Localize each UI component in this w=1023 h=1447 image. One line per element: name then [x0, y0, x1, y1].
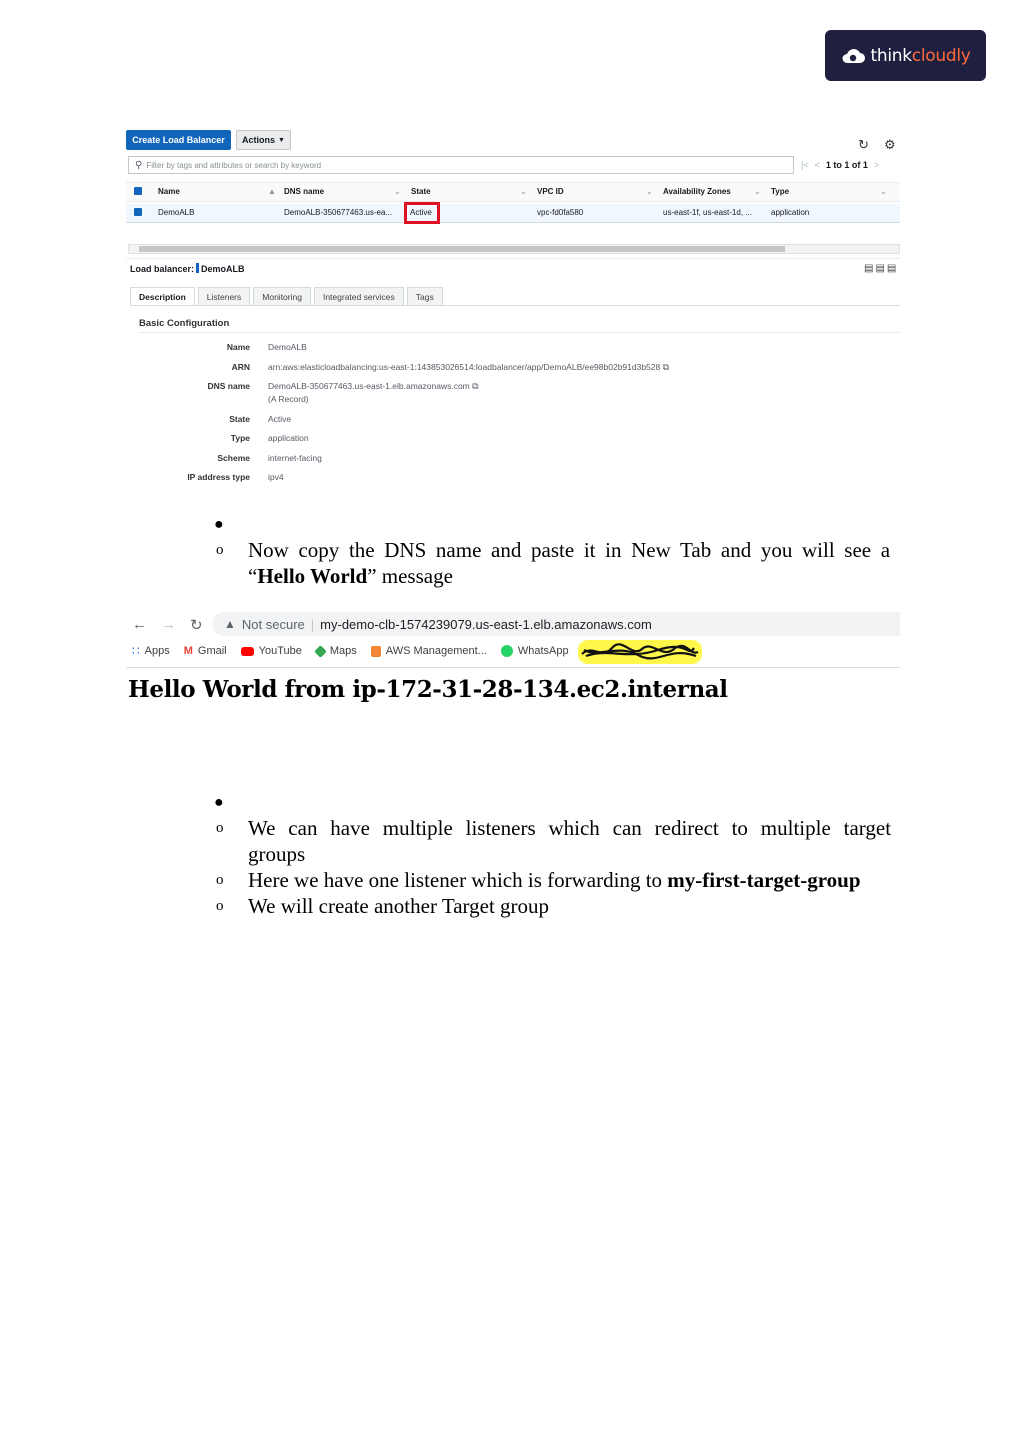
gear-icon[interactable]: ⚙	[884, 137, 896, 152]
cell-vpc: vpc-fd0fa580	[537, 208, 584, 217]
reload-icon[interactable]: ↻	[190, 617, 203, 634]
detail-key-type: Type	[230, 433, 250, 443]
bookmark-apps[interactable]	[132, 644, 170, 658]
gmail-icon: M	[183, 645, 193, 657]
filter-placeholder: Filter by tags and attributes or search by keyword	[146, 160, 322, 170]
detail-key-arn: ARN	[231, 362, 250, 372]
bookmark-label: WhatsApp	[517, 645, 569, 657]
step-1-line-1: Now copy the DNS name and paste it in New Tab and you will see a	[248, 538, 891, 562]
create-load-balancer-button[interactable]: Create Load Balancer	[126, 130, 231, 150]
logo-text-cloudly: cloudly	[911, 45, 971, 66]
detail-key-ip-type: IP address type	[187, 472, 250, 482]
bullet-icon: ●	[214, 794, 224, 811]
cell-name: DemoALB	[158, 208, 195, 217]
back-icon[interactable]: ←	[132, 616, 147, 633]
message-text: ” message	[367, 564, 453, 588]
col-dns[interactable]: DNS name	[284, 187, 325, 196]
bookmark-label: Gmail	[197, 645, 227, 657]
panel-layout-icons[interactable]: ▤▤▤	[864, 263, 899, 274]
col-state[interactable]: State	[411, 187, 431, 196]
cell-state: Active	[410, 208, 432, 217]
next-page-icon[interactable]: >	[873, 160, 880, 170]
bookmark-whatsapp[interactable]	[501, 645, 569, 657]
circle-bullet-icon: o	[216, 872, 224, 888]
whatsapp-icon	[501, 645, 513, 657]
bookmark-maps[interactable]	[316, 645, 357, 657]
chevron-down-icon: ▼	[278, 136, 285, 144]
refresh-icon[interactable]: ↻	[858, 137, 869, 152]
url-text: my-demo-clb-1574239079.us-east-1.elb.amazonaws.com	[320, 616, 652, 632]
tab-monitoring[interactable]: Monitoring	[253, 287, 311, 306]
bookmark-label: YouTube	[258, 645, 302, 657]
detail-value-dns-record: (A Record)	[268, 394, 309, 404]
cell-type: application	[771, 208, 810, 217]
forward-icon[interactable]: →	[161, 616, 176, 633]
target-group-bold: my-first-target-group	[667, 868, 861, 892]
step-2-text	[0, 780, 1023, 940]
bookmark-label: Apps	[144, 645, 170, 657]
aws-cube-icon	[371, 646, 381, 657]
bookmark-label: Maps	[329, 645, 357, 657]
detail-key-name: Name	[226, 342, 250, 352]
page-heading: Hello World from ip-172-31-28-134.ec2.internal	[128, 676, 728, 703]
hello-world-bold: Hello World	[257, 564, 368, 588]
copy-icon[interactable]: ⧉	[472, 381, 479, 391]
prev-page-icon[interactable]: <	[814, 160, 820, 170]
dns-text: DemoALB-350677463.us-east-1.elb.amazonaws.com	[268, 381, 470, 391]
col-name[interactable]: Name	[158, 187, 180, 196]
browser-separator	[126, 667, 900, 668]
tab-description[interactable]: Description	[130, 287, 195, 306]
browser-screenshot	[126, 610, 900, 668]
detail-value-name: DemoALB	[268, 342, 307, 352]
bookmarks-bar	[132, 644, 569, 658]
address-bar[interactable]	[212, 612, 900, 636]
bookmark-youtube[interactable]	[241, 645, 302, 657]
redaction-scribble	[578, 640, 702, 664]
bullet-icon: ●	[214, 516, 224, 533]
copy-icon[interactable]: ⧉	[662, 362, 670, 372]
not-secure-label: Not secure	[241, 616, 305, 632]
detail-key-state: State	[229, 414, 250, 424]
section-title: Basic Configuration	[139, 318, 230, 329]
sort-asc-icon[interactable]: ▲	[268, 187, 276, 196]
col-type[interactable]: Type	[771, 187, 790, 196]
circle-bullet-icon: o	[216, 898, 224, 914]
browser-nav	[132, 616, 203, 634]
sort-icon[interactable]: ⌄	[520, 187, 527, 196]
youtube-icon	[241, 647, 254, 656]
pager-text: 1 to 1 of 1	[825, 160, 868, 170]
url-separator: |	[310, 616, 315, 632]
detail-value-type: application	[268, 433, 309, 443]
detail-value-scheme: internet-facing	[268, 453, 322, 463]
step-1-text	[0, 0, 1023, 600]
tab-tags[interactable]: Tags	[407, 287, 443, 306]
bookmark-label: AWS Management...	[385, 645, 487, 657]
cell-dns: DemoALB-350677463.us-ea...	[284, 208, 393, 217]
circle-bullet-icon: o	[216, 820, 224, 836]
apps-grid-icon: ∷	[132, 644, 140, 658]
actions-label: Actions	[242, 135, 276, 145]
sort-icon[interactable]: ⌄	[646, 187, 653, 196]
listener-text: Here we have one listener which is forwarding to	[248, 868, 668, 892]
first-page-icon[interactable]: |<	[801, 160, 809, 170]
lb-name: DemoALB	[201, 264, 245, 274]
detail-value-state: Active	[268, 414, 292, 424]
search-icon: ⚲	[135, 159, 143, 171]
tab-integrated-services[interactable]: Integrated services	[314, 287, 404, 306]
tab-listeners[interactable]: Listeners	[198, 287, 251, 306]
logo-text-think: think	[870, 45, 912, 66]
detail-value-ip-type: ipv4	[268, 472, 284, 482]
step-2-line-1b: groups	[248, 842, 306, 866]
circle-bullet-icon: o	[216, 542, 224, 558]
sort-icon[interactable]: ⌄	[754, 187, 761, 196]
bookmark-aws[interactable]	[371, 645, 487, 657]
lb-label: Load balancer:	[130, 264, 195, 274]
bookmark-gmail[interactable]	[184, 645, 227, 657]
step-2-line-3: We will create another Target group	[248, 894, 550, 918]
maps-icon	[314, 645, 327, 658]
scribble-mark-icon	[578, 640, 702, 664]
sort-icon[interactable]: ⌄	[394, 187, 401, 196]
quote-open: “	[248, 564, 258, 588]
detail-key-scheme: Scheme	[217, 453, 250, 463]
col-azs[interactable]: Availability Zones	[663, 187, 731, 196]
step-2-line-2	[248, 868, 861, 893]
col-vpc[interactable]: VPC ID	[537, 187, 564, 196]
cell-azs: us-east-1f, us-east-1d, ...	[663, 208, 752, 217]
warning-icon: ▲	[224, 617, 236, 631]
arn-text: arn:aws:elasticloadbalancing:us-east-1:143853026514:loadbalancer/app/DemoALB/ee98b02b91d3b528	[268, 362, 661, 372]
step-2-line-1: We can have multiple listeners which can redirect to multiple target	[248, 816, 892, 840]
step-1-line-2	[248, 564, 453, 589]
detail-key-dns: DNS name	[207, 381, 250, 391]
sort-icon[interactable]: ⌄	[880, 187, 887, 196]
